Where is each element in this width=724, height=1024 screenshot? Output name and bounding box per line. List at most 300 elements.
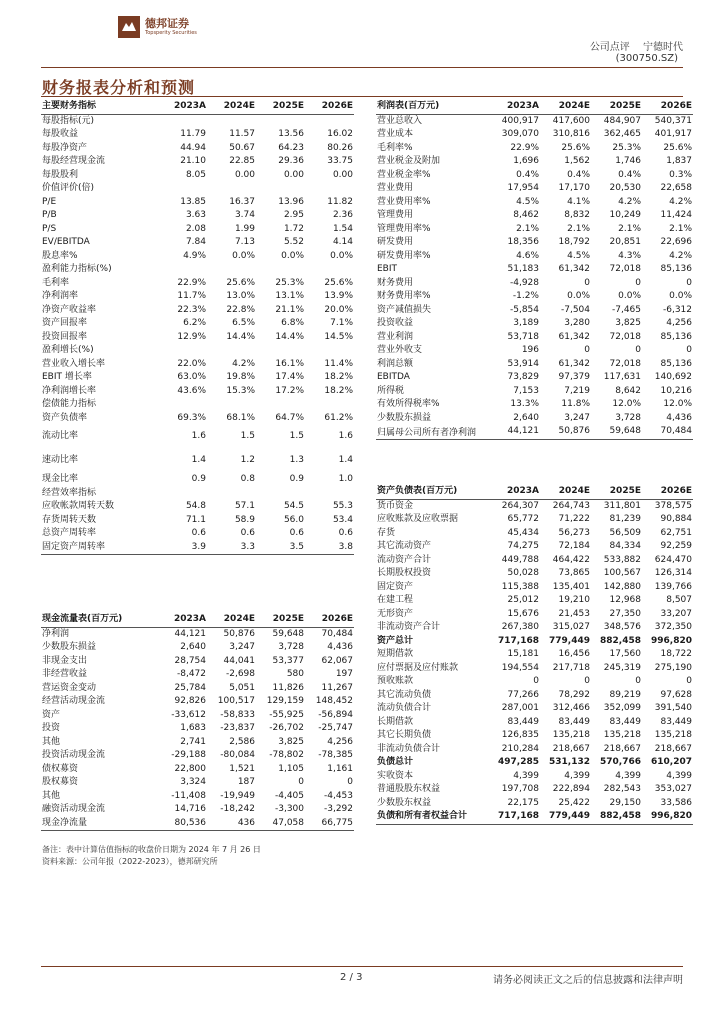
cell-value: 11.79: [180, 129, 206, 139]
cell-value: 148,452: [315, 696, 353, 706]
table-row: [376, 290, 693, 304]
row-label: 净资产收益率: [42, 304, 97, 315]
cell-value: 14.5%: [324, 331, 353, 342]
cell-value: 0.4%: [567, 169, 590, 180]
cell-value: 17.2%: [275, 385, 304, 396]
cell-value: 47,058: [256, 817, 305, 831]
cell-value: 16,456: [558, 649, 590, 659]
cell-value: [207, 182, 256, 196]
cell-value: 0: [298, 777, 304, 787]
cell-value: 129,159: [266, 696, 304, 706]
cell-value: 353,027: [654, 784, 692, 794]
cell-value: [305, 263, 354, 277]
row-label: 股息率%: [42, 250, 78, 261]
cell-value: 779,449: [549, 635, 590, 646]
cell-value: 11.57: [229, 129, 255, 139]
table-row: [41, 500, 354, 514]
table-row: [376, 385, 693, 399]
cell-value: 0: [635, 345, 641, 355]
cell-value: 85,136: [660, 331, 692, 342]
table-row: [41, 736, 354, 750]
cell-value: 3.74: [234, 210, 255, 220]
cell-value: 3,728: [615, 412, 641, 423]
cell-value: 53,377: [272, 655, 304, 666]
row-label: 非流动资产合计: [377, 622, 441, 632]
cell-value: 56.0: [283, 514, 304, 525]
cell-value: 68.1%: [226, 412, 255, 423]
cell-value: 140,692: [654, 372, 692, 382]
cell-value: 0: [584, 676, 590, 686]
cell-value: 83,449: [558, 716, 590, 727]
year-header: 2025E: [256, 613, 305, 627]
cell-value: 400,917: [501, 115, 539, 126]
cell-value: 4,256: [327, 736, 353, 747]
cell-value: 7.84: [185, 237, 206, 247]
cell-value: 85,136: [660, 264, 692, 274]
table-row: [41, 371, 354, 385]
cell-value: 222,894: [552, 784, 590, 794]
page-number: 2 / 3: [340, 972, 363, 983]
cell-value: 72,018: [609, 331, 641, 342]
cell-value: 115,388: [501, 581, 539, 592]
row-label: 负债总计: [377, 757, 414, 767]
table-row: [41, 803, 354, 817]
cell-value: -2,698: [225, 669, 255, 679]
cell-value: 4.5%: [567, 250, 590, 261]
table-row: [376, 513, 693, 527]
cell-value: 73,865: [558, 568, 590, 578]
cell-value: 3.9: [158, 541, 207, 555]
cell-value: 717,168: [498, 635, 539, 646]
cell-value: 218,667: [654, 743, 692, 754]
table-row: [41, 142, 354, 156]
cell-value: 218,667: [552, 743, 590, 754]
table-row: [41, 209, 354, 223]
cell-value: 3.63: [185, 210, 206, 220]
cell-value: 0.0%: [232, 250, 255, 261]
cell-value: -5,854: [509, 304, 539, 315]
table-row: [376, 317, 693, 331]
cell-value: 139,766: [654, 581, 692, 592]
cell-value: [158, 344, 207, 358]
cell-value: 78,292: [558, 689, 590, 700]
row-label: 应收账款及应收票据: [377, 514, 459, 524]
cell-value: [207, 398, 256, 412]
row-label: 营业成本: [377, 129, 414, 139]
cell-value: 20,851: [609, 237, 641, 247]
cell-value: 0.6: [289, 528, 304, 538]
cell-value: 0.0%: [567, 291, 590, 301]
cell-value: -4,453: [323, 790, 353, 801]
cell-value: [256, 114, 305, 128]
cell-value: 0: [635, 676, 641, 686]
table-row: [41, 128, 354, 142]
row-label: 每股指标(元): [42, 115, 95, 126]
cell-value: 0.0%: [281, 250, 304, 261]
table-row: [376, 263, 693, 277]
row-label: 现金比率: [42, 474, 79, 484]
table-row: [376, 770, 693, 784]
cell-value: 54.5: [283, 501, 304, 511]
cell-value: 0.0%: [330, 250, 353, 261]
table-row: [41, 182, 354, 196]
year-header: 2025E: [591, 485, 642, 499]
cell-value: -80,084: [220, 750, 255, 760]
cell-value: 58.9: [234, 514, 255, 525]
cell-value: 12.9%: [177, 331, 206, 342]
row-label: 投资活动现金流: [42, 750, 106, 760]
table-title: 利润表(百万元): [376, 100, 489, 114]
cell-value: 4.9%: [183, 250, 206, 261]
cell-value: 80.26: [327, 142, 353, 153]
cell-value: 44.94: [180, 142, 206, 153]
table-row: [41, 169, 354, 183]
cell-value: 56,273: [558, 527, 590, 538]
cell-value: 21,453: [558, 608, 590, 619]
cell-value: 3,825: [278, 736, 304, 747]
table-row: [376, 716, 693, 730]
year-header: 2024E: [540, 485, 591, 499]
cell-value: 391,540: [654, 703, 692, 713]
row-label: 存货: [377, 527, 396, 538]
cell-value: 4,256: [666, 318, 692, 328]
row-label: 每股股利: [42, 169, 79, 180]
cell-value: 717,168: [489, 810, 540, 824]
cell-value: 17,170: [558, 183, 590, 193]
cell-value: 372,350: [654, 622, 692, 632]
cell-value: 378,575: [654, 500, 692, 511]
cell-value: -18,242: [220, 804, 255, 814]
stock-code: (300750.SZ): [615, 53, 678, 64]
cell-value: 0.00: [234, 169, 255, 180]
cell-value: 264,743: [552, 500, 590, 511]
cell-value: 126,314: [654, 568, 692, 578]
cell-value: -26,702: [269, 723, 304, 733]
cell-value: -4,928: [509, 277, 539, 288]
cell-value: -25,747: [318, 723, 353, 733]
cell-value: 97,628: [660, 689, 692, 700]
cell-value: 54.8: [185, 501, 206, 511]
cell-value: 0: [635, 277, 641, 288]
table-row: [41, 263, 354, 277]
cell-value: [158, 487, 207, 501]
year-header: 2025E: [256, 100, 305, 114]
table-row: [376, 702, 693, 716]
row-label: 货币资金: [377, 500, 414, 511]
cell-value: 315,027: [552, 622, 590, 632]
table-row: [376, 236, 693, 250]
table-row: [41, 514, 354, 528]
table-row: [41, 709, 354, 723]
table-row: [41, 425, 354, 449]
row-label: 营业总收入: [377, 115, 423, 126]
cell-value: 0.6: [191, 528, 206, 538]
row-label: 营业费用: [377, 183, 414, 193]
row-label: P/S: [42, 223, 57, 234]
row-label: 投资收益: [377, 318, 414, 328]
cell-value: 50,876: [223, 628, 255, 639]
row-label: 营业税金及附加: [377, 156, 441, 166]
cell-value: 72,018: [609, 264, 641, 274]
cell-value: 2.1%: [618, 223, 641, 234]
cell-value: 18,356: [507, 237, 539, 247]
row-label: 无形资产: [377, 608, 414, 619]
year-header: 2025E: [591, 100, 642, 114]
report-type: 公司点评: [589, 42, 630, 53]
cell-value: [305, 487, 354, 501]
cell-value: 348,576: [603, 622, 641, 632]
row-label: 负债和所有者权益合计: [376, 810, 489, 824]
cell-value: 4.1%: [567, 196, 590, 207]
table-row: [41, 344, 354, 358]
cell-value: 7.1%: [330, 318, 353, 328]
cell-value: 197: [335, 669, 353, 679]
cell-value: 287,001: [501, 703, 539, 713]
cell-value: 2,741: [180, 736, 206, 747]
cell-value: 11.4%: [324, 358, 353, 369]
table-row: [376, 344, 693, 358]
row-label: 盈利能力指标(%): [42, 264, 112, 274]
cell-value: 92,259: [660, 541, 692, 551]
table-row: [41, 331, 354, 345]
row-label: 非经营收益: [42, 669, 88, 679]
table-row: [376, 689, 693, 703]
year-header: 2023A: [489, 100, 540, 114]
cell-value: [207, 344, 256, 358]
row-label: 流动资产合计: [377, 554, 432, 565]
cell-value: 0.4%: [618, 169, 641, 180]
row-label: 少数股东权益: [377, 797, 432, 808]
row-label: EBIT 增长率: [42, 372, 92, 382]
row-label: 其他: [42, 736, 61, 747]
cell-value: -7,465: [611, 304, 641, 315]
row-label: 存货周转天数: [42, 514, 97, 525]
cell-value: 1,521: [229, 763, 255, 774]
table-row: [41, 358, 354, 372]
cell-value: 197,708: [501, 784, 539, 794]
cell-value: 18.2%: [324, 372, 353, 382]
cell-value: 11.8%: [561, 399, 590, 409]
row-label: P/E: [42, 196, 57, 207]
cell-value: 43.6%: [177, 385, 206, 396]
cell-value: 4.3%: [618, 250, 641, 261]
row-label: 应收帐款周转天数: [42, 501, 115, 511]
cell-value: 0.3%: [669, 169, 692, 180]
row-label: 股权募资: [42, 777, 79, 787]
cell-value: 53,914: [507, 358, 539, 369]
cell-value: 13.85: [180, 196, 206, 207]
cell-value: 13.9%: [324, 291, 353, 301]
cell-value: [256, 487, 305, 501]
year-header: 2024E: [207, 100, 256, 114]
cell-value: 275,190: [654, 662, 692, 673]
cell-value: -23,837: [220, 723, 255, 733]
row-label: 其他: [42, 790, 61, 801]
cell-value: 352,099: [603, 703, 641, 713]
row-label: 营运资金变动: [42, 682, 97, 693]
table-row: [41, 668, 354, 682]
cell-value: 1,696: [513, 156, 539, 166]
year-header: 2026E: [642, 100, 693, 114]
cell-value: 0: [584, 345, 590, 355]
cell-value: 187: [237, 777, 255, 787]
cell-value: 2.36: [332, 210, 353, 220]
cell-value: 142,880: [603, 581, 641, 592]
table-row: [376, 635, 693, 649]
row-label: 债权募资: [42, 763, 79, 774]
row-label: 营业费用率%: [377, 196, 431, 207]
cell-value: 882,458: [591, 810, 642, 824]
cell-value: 90,884: [660, 514, 692, 524]
cell-value: [207, 487, 256, 501]
cell-value: 29.36: [278, 156, 304, 166]
row-label: 流动比率: [42, 431, 79, 442]
cell-value: 1.2: [240, 455, 255, 466]
table-row: [376, 499, 693, 513]
cell-value: 45,434: [507, 527, 539, 538]
cell-value: 25.3%: [612, 142, 641, 153]
cell-value: 51,183: [507, 264, 539, 274]
table-row: [376, 128, 693, 142]
cell-value: 311,801: [603, 500, 641, 511]
row-label: 固定资产: [377, 581, 414, 592]
row-label: 其它流动资产: [377, 541, 432, 551]
cell-value: 18,792: [558, 237, 590, 247]
cell-value: 44,121: [174, 628, 206, 639]
row-label: 财务费用: [377, 277, 414, 288]
table-row: [376, 594, 693, 608]
cell-value: 53.4: [332, 514, 353, 525]
key-indicators-table: [41, 100, 354, 555]
table-row: [376, 621, 693, 635]
cell-value: 25.6%: [561, 142, 590, 153]
row-label: 少数股东损益: [42, 642, 97, 652]
bull-logo-icon: [118, 16, 140, 38]
cell-value: 310,816: [552, 129, 590, 139]
cell-value: 126,835: [501, 730, 539, 740]
cell-value: 996,820: [642, 810, 693, 824]
cell-value: 196: [521, 345, 539, 355]
cell-value: [305, 182, 354, 196]
table-row: [376, 358, 693, 372]
table-row: [376, 412, 693, 426]
cell-value: 29,150: [609, 797, 641, 808]
cell-value: 10,249: [609, 210, 641, 220]
table-row: [41, 412, 354, 426]
cell-value: [158, 182, 207, 196]
cell-value: 2.08: [185, 223, 206, 234]
brand-name-cn: 德邦证券: [145, 17, 189, 30]
table-row: [376, 662, 693, 676]
row-label: 资产减值损失: [377, 304, 432, 315]
cell-value: 135,218: [603, 730, 641, 740]
cell-value: 610,207: [651, 757, 692, 767]
row-label: 投资回报率: [42, 331, 88, 342]
company-name: 宁德时代: [643, 42, 683, 53]
cell-value: 3.8: [305, 541, 354, 555]
cell-value: 62,751: [660, 527, 692, 538]
table-row: [376, 371, 693, 385]
cell-value: 8.05: [185, 169, 206, 180]
cell-value: 5,051: [229, 682, 255, 693]
table-header-row: [41, 100, 354, 114]
cell-value: 18,722: [660, 649, 692, 659]
year-header: 2024E: [540, 100, 591, 114]
cell-value: 22,696: [660, 237, 692, 247]
cell-value: 3,280: [564, 318, 590, 328]
cell-value: 28,754: [174, 655, 206, 666]
cell-value: 2.1%: [567, 223, 590, 234]
cell-value: 0: [686, 676, 692, 686]
table-row: [376, 527, 693, 541]
cell-value: 18.2%: [324, 385, 353, 396]
row-label: 总资产周转率: [42, 528, 97, 538]
cell-value: [158, 263, 207, 277]
row-label: EBITDA: [377, 372, 410, 382]
table-row: [41, 473, 354, 487]
cell-value: 0.6: [338, 528, 353, 538]
cell-value: 97,379: [558, 372, 590, 382]
cell-value: 25,422: [558, 797, 590, 808]
row-label: 毛利率: [42, 277, 70, 288]
cell-value: -4,405: [274, 790, 304, 801]
cell-value: 1.3: [289, 455, 304, 466]
row-label: 所得税: [377, 385, 405, 396]
cell-value: 464,422: [552, 554, 590, 565]
row-label: 管理费用率%: [377, 223, 431, 234]
cell-value: 2.1%: [669, 223, 692, 234]
table-row: [41, 527, 354, 541]
year-header: 2026E: [305, 100, 354, 114]
cell-value: 64.23: [278, 142, 304, 153]
row-label: 每股收益: [42, 129, 79, 139]
cell-value: 8,462: [513, 210, 539, 220]
cell-value: 3,825: [615, 318, 641, 328]
row-label: 预收账款: [377, 676, 414, 686]
cell-value: 0.9: [289, 474, 304, 484]
row-label: 利润总额: [377, 358, 414, 369]
cell-value: 4,399: [615, 770, 641, 781]
source-line: 资料来源：公司年报（2022-2023），德邦研究所: [42, 857, 218, 866]
row-label: 普通股股东权益: [377, 784, 441, 794]
cell-value: 1.4: [191, 455, 206, 466]
cell-value: 19,210: [558, 595, 590, 605]
cell-value: 570,766: [600, 757, 641, 767]
cell-value: 0: [584, 277, 590, 288]
cell-value: 194,554: [501, 662, 539, 673]
cash-flow-table: [41, 613, 354, 831]
table-row: [376, 810, 693, 824]
cell-value: 11.7%: [177, 291, 206, 301]
table-row: [376, 567, 693, 581]
cell-value: 13.1%: [275, 291, 304, 301]
table-row: [41, 304, 354, 318]
table-row: [376, 797, 693, 811]
cell-value: 83,449: [507, 716, 539, 727]
cell-value: 72,184: [558, 541, 590, 551]
cell-value: 17,954: [507, 183, 539, 193]
row-label: 资产负债率: [42, 412, 88, 423]
cell-value: 21.10: [180, 156, 206, 166]
cell-value: 312,466: [552, 703, 590, 713]
cell-value: 59,648: [591, 425, 642, 439]
cell-value: 19.8%: [226, 372, 255, 382]
row-label: 非现金支出: [42, 655, 88, 666]
row-label: P/B: [42, 210, 57, 220]
cell-value: 15,676: [507, 608, 539, 619]
table-row: [41, 449, 354, 473]
table-row: [376, 250, 693, 264]
